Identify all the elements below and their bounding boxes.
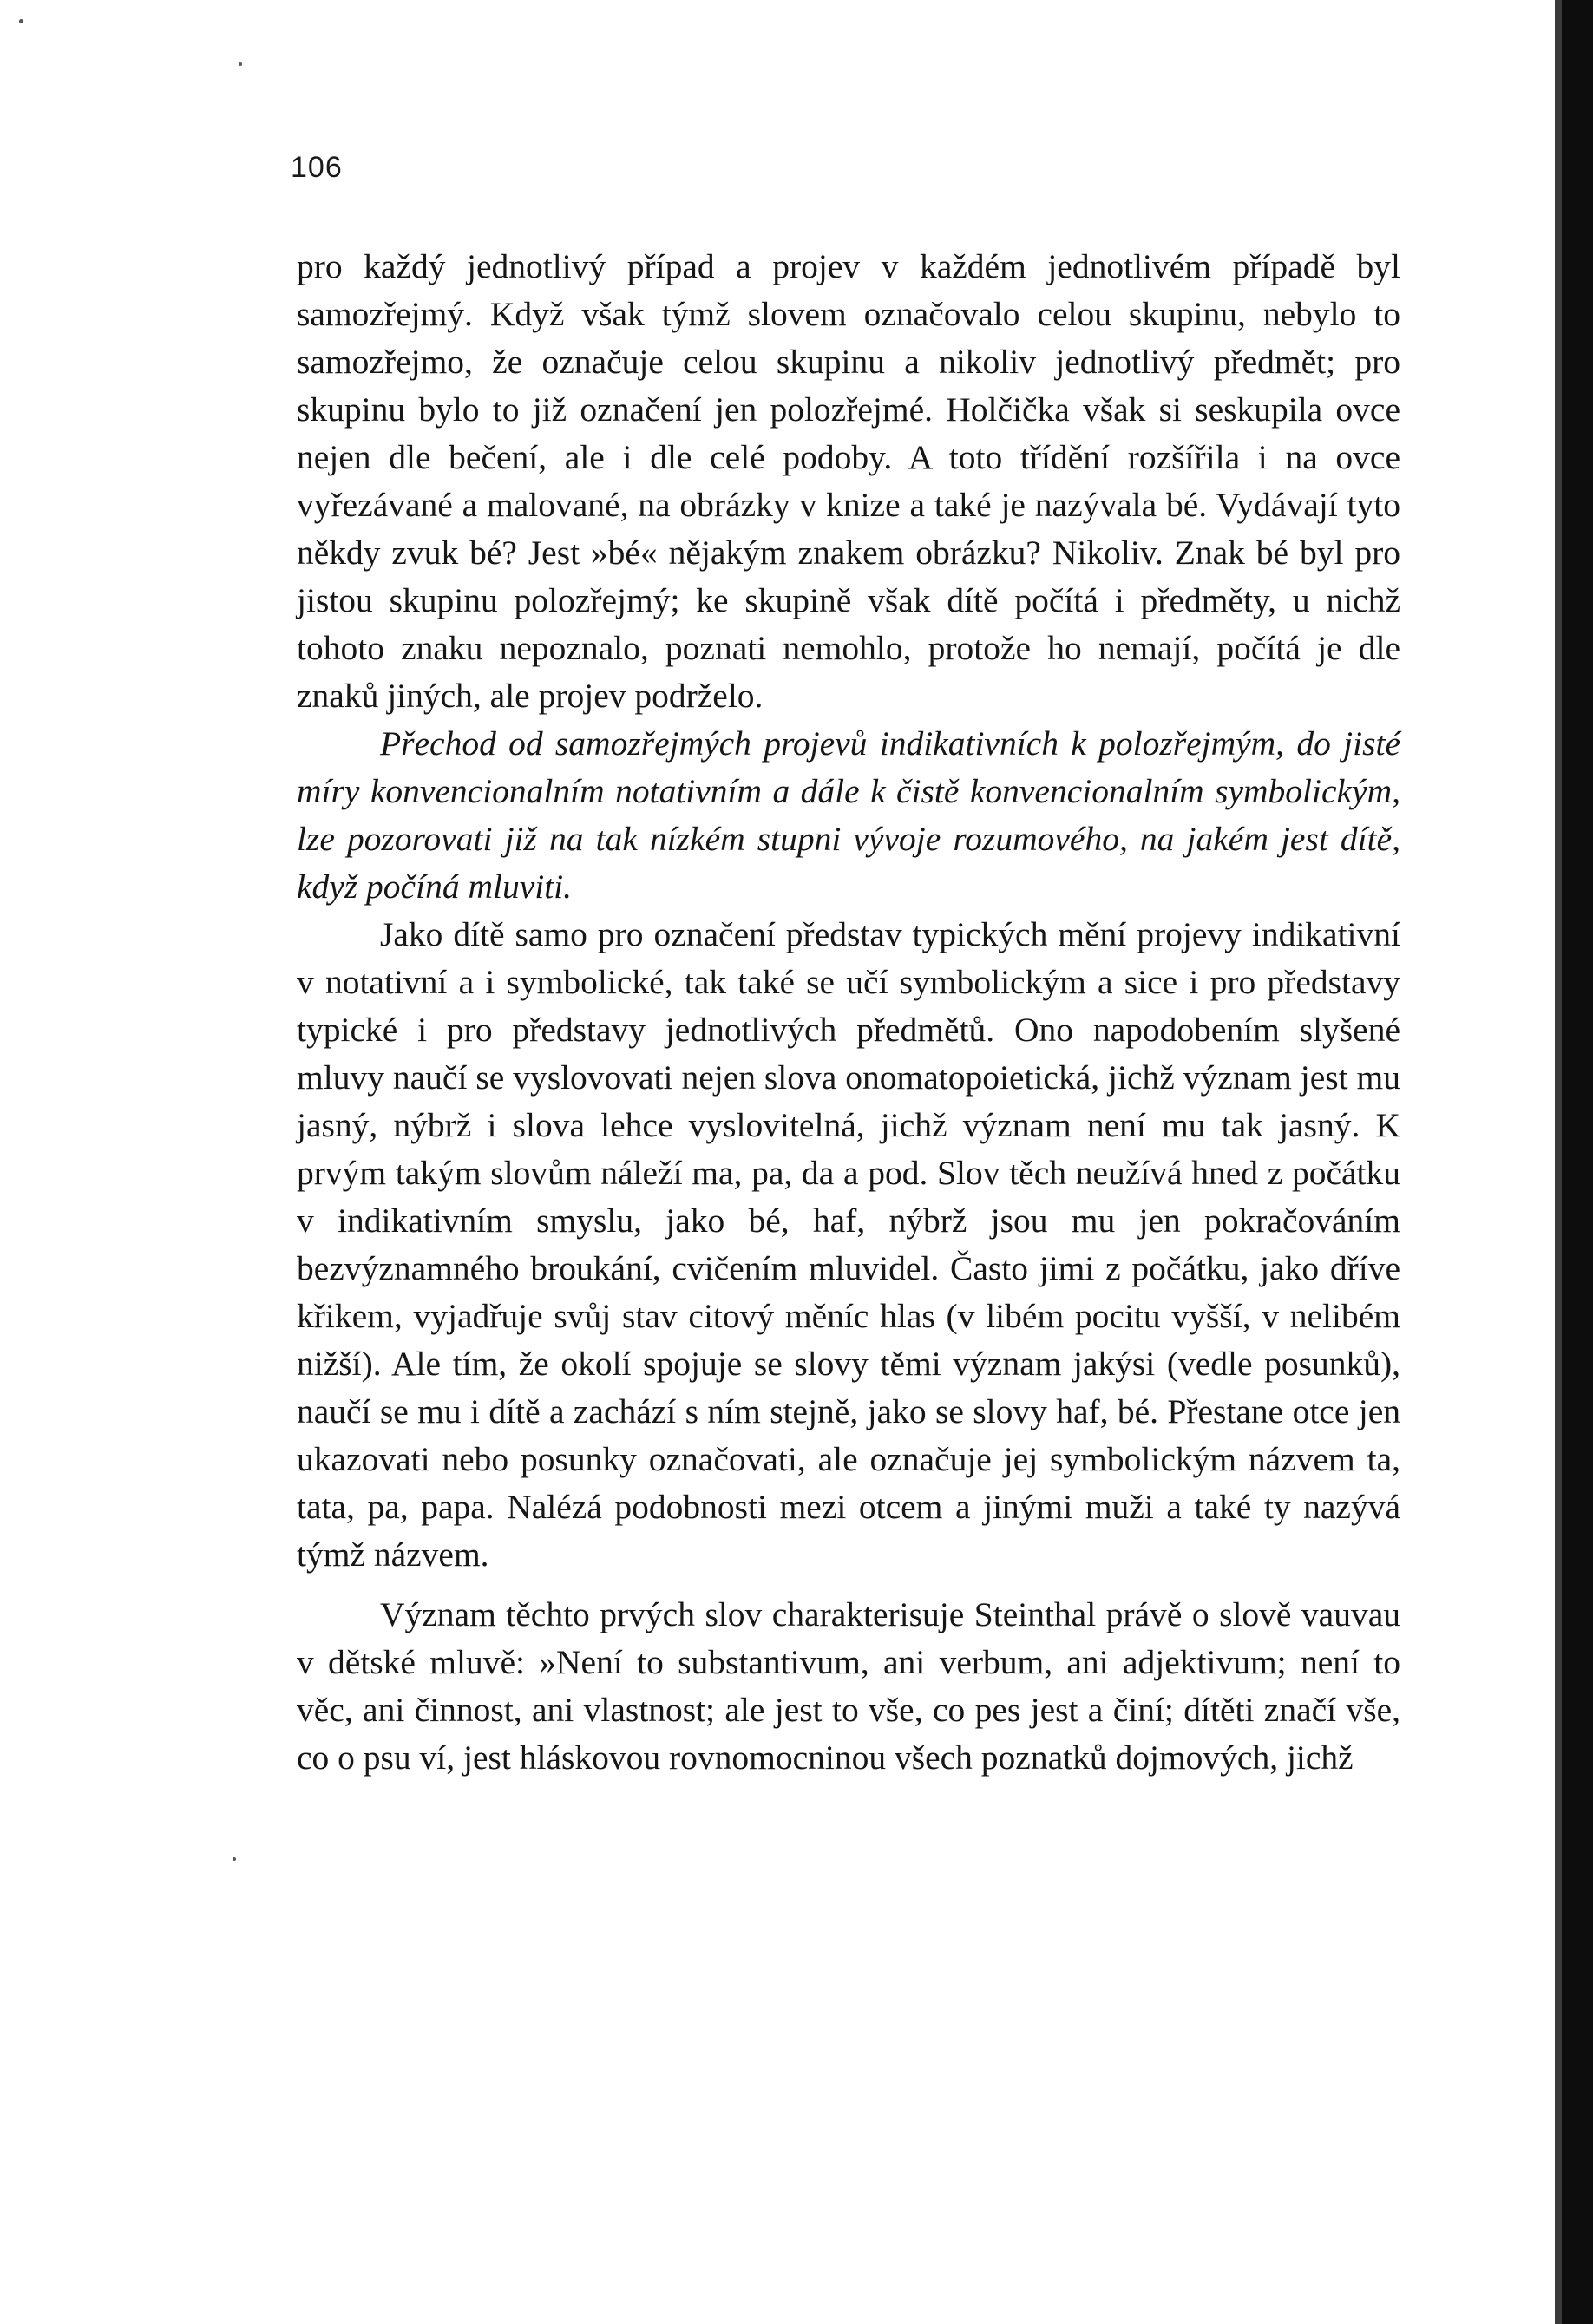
scan-speck: [233, 1857, 236, 1861]
scan-speck: [239, 62, 242, 66]
paragraph-continuation: pro každý jednotlivý případ a projev v každém jednotlivém případě byl samozřejmý. Když však týmž slovem označovalo celou skupinu, nebylo to samozřejmo, že označuje celou skupinu a nikoliv jednotlivý předmět; pro skupinu bylo to již označení jen polozřejmé. Holčička však si seskupila ovce nejen dle bečení, ale i dle celé podoby. A toto třídění rozšířila i na ovce vyřezávané a malované, na obrázky v knize a také je nazývala bé. Vydávají tyto někdy zvuk bé? Jest »bé« nějakým znakem obrázku? Nikoliv. Znak bé byl pro jistou skupinu polozřejmý; ke skupině však dítě počítá i předměty, u nichž tohoto znaku nepoznalo, poznati nemohlo, protože ho nemají, počítá je dle znaků jiných, ale projev podrželo.: [297, 247, 1400, 715]
scan-edge-border: [1562, 0, 1593, 2324]
paragraph-steinthal-quote: Význam těchto prvých slov charakterisuje Steinthal právě o slově vauvau v dětské mluvě: »Není to substantivum, ani verbum, ani adjektivum; není to věc, ani činnost, ani vlastnost; ale jest to vše, co pes jest a činí; dítěti značí vše, co o psu ví, jest hláskovou rovnomocninou všech poznatků dojmových, jichž: [297, 1595, 1400, 1777]
scan-speck: [19, 19, 23, 23]
paragraph-italic-thesis: Přechod od samozřejmých projevů indikativních k polozřejmým, do jisté míry konvencionalním notativním a dále k čistě konvencionalním symbolickým, lze pozorovati již na tak nízkém stupni vývoje rozumového, na jakém jest dítě, když počíná mluviti.: [297, 724, 1400, 906]
body-text: [297, 243, 1400, 1782]
scan-edge-shadow: [1555, 0, 1562, 2324]
page-number: 106: [291, 151, 343, 184]
paragraph-child-learning: Jako dítě samo pro označení představ typických mění projevy indikativní v notativní a i symbolické, tak také se učí symbolickým a sice i pro představy typické i pro představy jednotlivých předmětů. Ono napodobením slyšené mluvy naučí se vyslovovati nejen slova onomatopoietická, jichž význam jest mu jasný, nýbrž i slova lehce vyslovitelná, jichž význam není mu tak jasný. K prvým takým slovům náleží ma, pa, da a pod. Slov těch neužívá hned z počátku v indikativním smyslu, jako bé, haf, nýbrž jsou mu jen pokračováním bezvýznamného broukání, cvičením mluvidel. Často jimi z počátku, jako dříve křikem, vyjadřuje svůj stav citový měníc hlas (v libém pocitu vyšší, v nelibém nižší). Ale tím, že okolí spojuje se slovy těmi význam jakýsi (vedle posunků), naučí se mu i dítě a zachází s ním stejně, jako se slovy haf, bé. Přestane otce jen ukazovati nebo posunky označovati, ale označuje jej symbolickým názvem ta, tata, pa, papa. Nalézá podobnosti mezi otcem a jinými muži a také ty nazývá týmž názvem.: [297, 915, 1400, 1574]
